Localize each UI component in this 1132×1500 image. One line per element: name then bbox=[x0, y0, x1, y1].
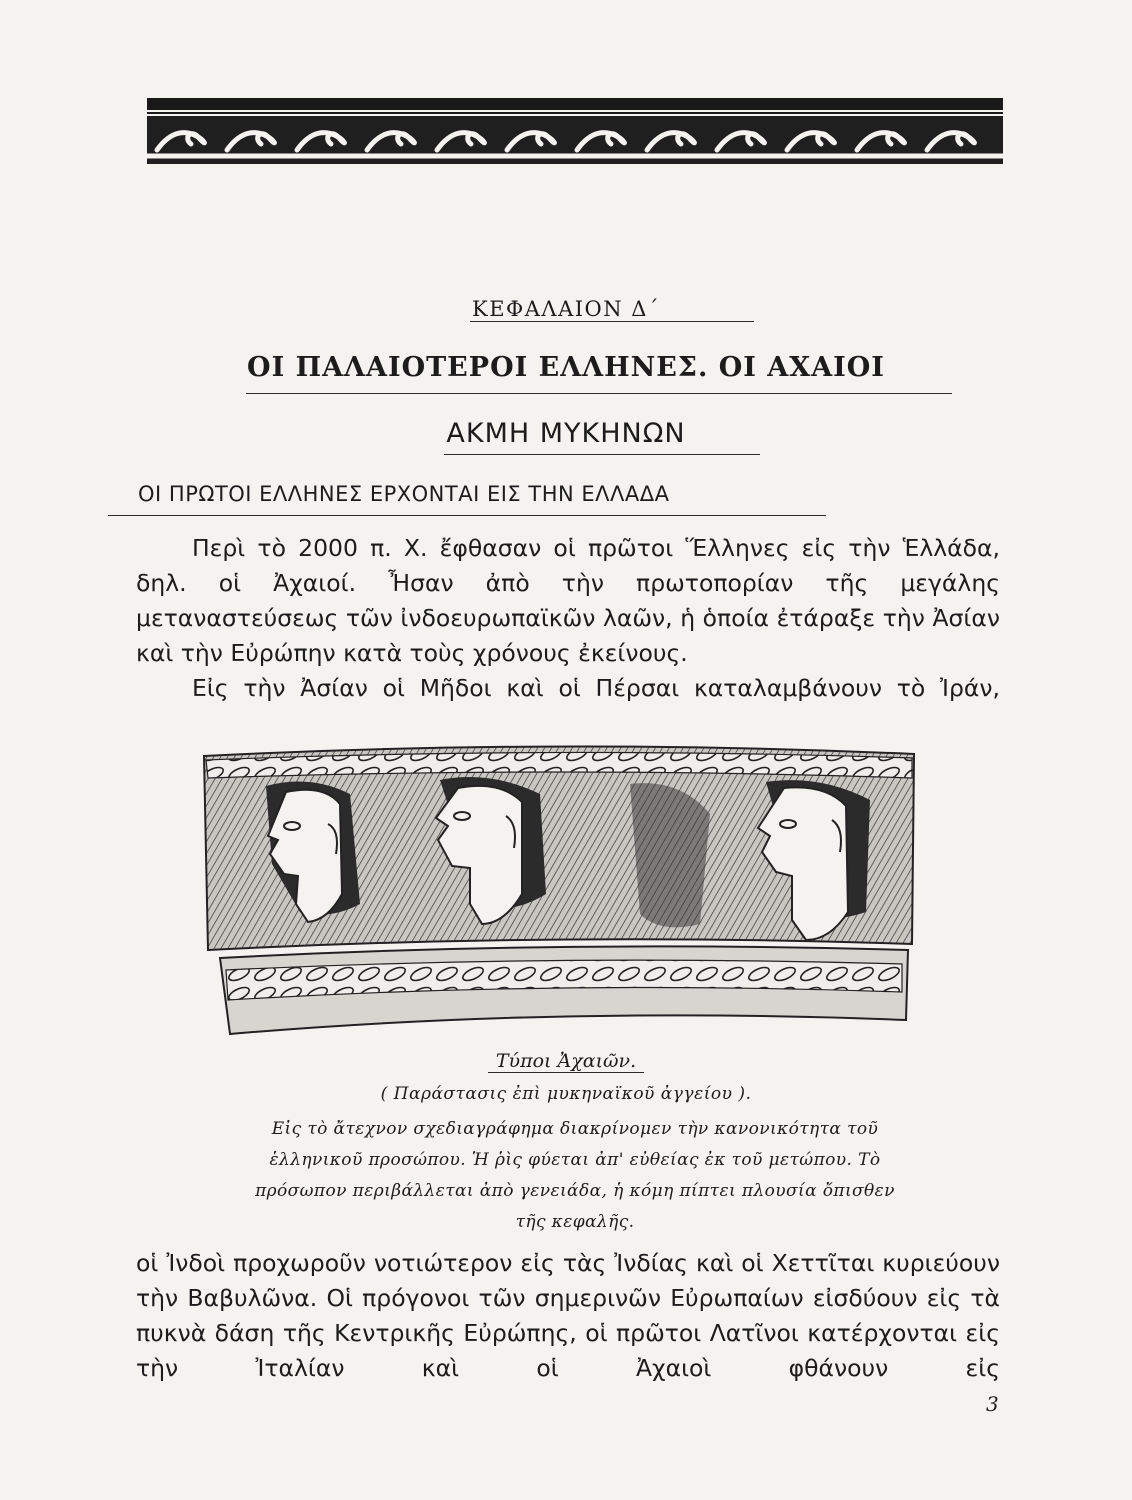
mycenaean-vase-frieze-illustration bbox=[200, 744, 916, 1040]
figure-caption-body: Εἰς τὸ ἄτεχνον σχεδιαγράφημα διακρίνομεν τὴν κανονικότητα τοῦ ἑλληνικοῦ προσώπου. Ἡ ῥὶς φύεται ἀπ' εὐθείας ἐκ τοῦ μετώπου. Τὸ πρόσωπον περιβάλλεται ἀπὸ γενειάδα, ἡ κόμη πίπτει πλουσία ὄπισθεν τῆς κεφαλῆς. bbox=[255, 1119, 895, 1232]
first-paragraphs bbox=[136, 531, 1000, 706]
page-number: 3 bbox=[986, 1392, 999, 1416]
chapter-heading: ΚΕΦΑΛΑΙΟΝ Δ΄ bbox=[472, 297, 660, 321]
paragraph-3 bbox=[136, 1246, 1000, 1386]
title-underline bbox=[246, 393, 952, 394]
subtitle: ΑΚΜΗ ΜΥΚΗΝΩΝ bbox=[446, 418, 686, 449]
paragraph-2: Εἰς τὴν Ἀσίαν οἱ Μῆδοι καὶ οἱ Πέρσαι καταλαμβάνουν τὸ Ἰράν, bbox=[192, 674, 1000, 702]
paragraph-1: Περὶ τὸ 2000 π. Χ. ἔφθασαν οἱ πρῶτοι Ἕλληνες εἰς τὴν Ἑλλάδα, δηλ. οἱ Ἀχαιοί. Ἦσαν ἀπὸ τὴν πρωτοπορίαν τῆς μεγάλης μεταναστεύσεως τῶν ἰνδοευρωπαϊκῶν λαῶν, ἡ ὁποία ἐτάραξε τὴν Ἀσίαν καὶ τὴν Εὐρώπην κατὰ τοὺς χρόνους ἐκείνους. bbox=[136, 534, 1000, 667]
figure-caption-subtitle: ( Παράστασις ἐπὶ μυκηναϊκοῦ ἀγγείου ). bbox=[380, 1084, 752, 1104]
caption-underline bbox=[488, 1072, 644, 1073]
section-underline bbox=[108, 515, 826, 516]
chapter-underline bbox=[470, 321, 754, 322]
page-title: ΟΙ ΠΑΛΑΙΟΤΕΡΟΙ ΕΛΛΗΝΕΣ. ΟΙ ΑΧΑΙΟΙ bbox=[247, 352, 885, 383]
paragraph-3-text: οἱ Ἰνδοὶ προχωροῦν νοτιώτερον εἰς τὰς Ἰνδίας καὶ οἱ Χεττῖται κυριεύουν τὴν Βαβυλῶνα. Οἱ πρόγονοι τῶν σημερινῶν Εὐρωπαίων εἰσδύουν εἰς τὰ πυκνὰ δάση τῆς Κεντρικῆς Εὐρώπης, οἱ πρῶτοι Λατῖνοι κατέρχονται εἰς τὴν Ἰταλίαν καὶ οἱ Ἀχαιοὶ φθάνουν εἰς bbox=[136, 1249, 1000, 1382]
wave-ornament-band bbox=[147, 98, 1003, 166]
figure-caption-title: Τύποι Ἀχαιῶν. bbox=[495, 1050, 637, 1072]
section-heading: ΟΙ ΠΡΩΤΟΙ ΕΛΛΗΝΕΣ ΕΡΧΟΝΤΑΙ ΕΙΣ ΤΗΝ ΕΛΛΑΔΑ bbox=[138, 482, 670, 506]
head-3-faded bbox=[630, 783, 710, 927]
subtitle-underline bbox=[444, 454, 760, 455]
